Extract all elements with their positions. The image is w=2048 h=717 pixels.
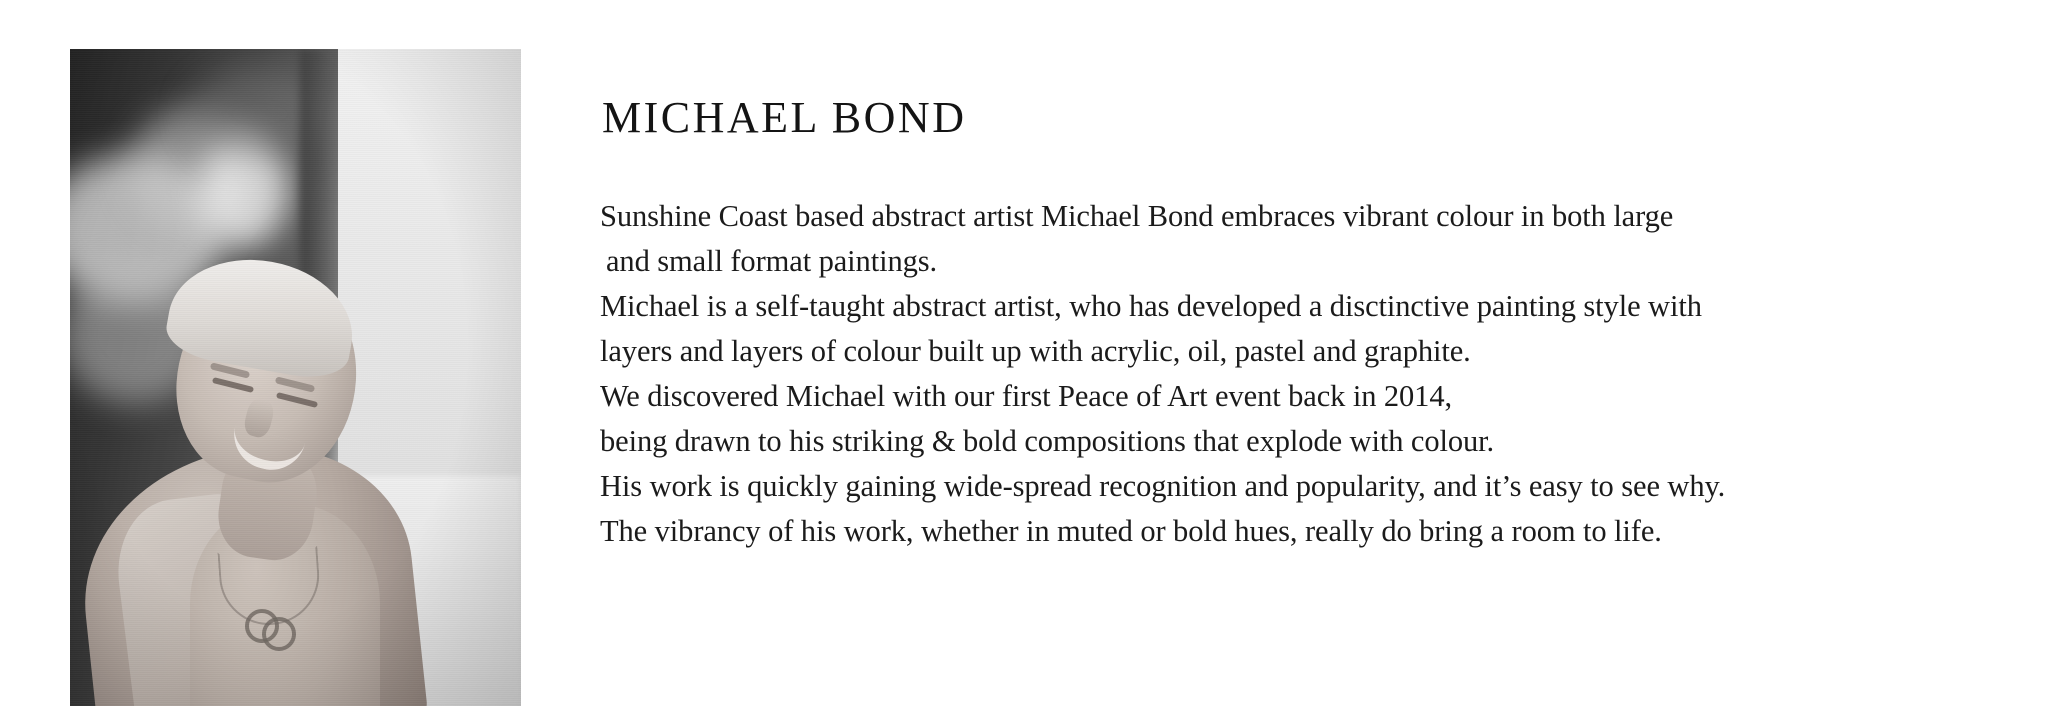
artist-text-block <box>600 93 1940 554</box>
artist-bio <box>600 194 1940 554</box>
bio-line: The vibrancy of his work, whether in muted or bold hues, really do bring a room to life. <box>600 514 1662 548</box>
bio-line: We discovered Michael with our first Peace of Art event back in 2014, <box>600 379 1453 413</box>
artist-portrait-photo <box>70 49 521 706</box>
bio-line: layers and layers of colour built up with acrylic, oil, pastel and graphite. <box>600 334 1471 368</box>
bio-line: being drawn to his striking & bold compositions that explode with colour. <box>600 424 1495 458</box>
bio-line: His work is quickly gaining wide-spread recognition and popularity, and it’s easy to see why. <box>600 469 1726 503</box>
bio-line: and small format paintings. <box>606 244 938 278</box>
artist-name-heading: MICHAEL BOND <box>602 93 967 142</box>
bio-line: Sunshine Coast based abstract artist Michael Bond embraces vibrant colour in both large <box>600 199 1674 233</box>
subject-necklace-pendant <box>262 617 296 651</box>
bio-line: Michael is a self-taught abstract artist, who has developed a disctinctive painting style with <box>600 289 1702 323</box>
